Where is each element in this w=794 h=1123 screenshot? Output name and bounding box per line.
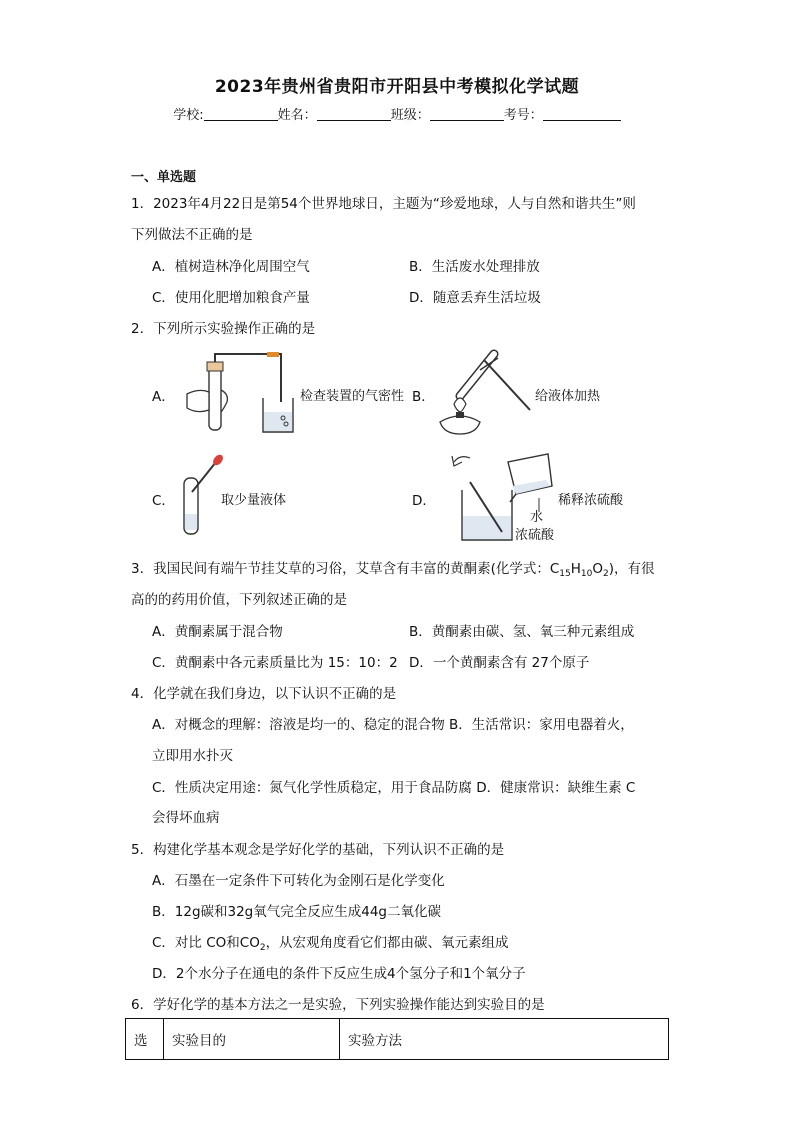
q2-option-c-label: 取少量液体 xyxy=(221,493,287,508)
water-label: 水 xyxy=(530,510,544,525)
student-info-line xyxy=(0,104,794,123)
name-blank[interactable] xyxy=(317,107,391,121)
exam-no-label: 考号： xyxy=(503,108,543,123)
q5-option-c[interactable]: C．对比 CO和$CO_2$，从宏观角度看它们都由碳、氧元素组成 xyxy=(152,935,509,953)
q3-option-d[interactable]: D．一个黄酮素含有 27个原子 xyxy=(409,655,590,671)
table-header-option: 选 xyxy=(126,1019,164,1060)
q3-stem-line1: 3．我国民间有端午节挂艾草的习俗，艾草含有丰富的黄酮素(化学式：$C_{15}H_{10}O_2$)，有很 xyxy=(131,561,655,579)
q3-option-b[interactable]: B．黄酮素由碳、氢、氧三种元素组成 xyxy=(409,624,635,640)
q4-options-line1[interactable]: A．对概念的理解：溶液是均一的、稳定的混合物 B．生活常识：家用电器着火， xyxy=(152,717,634,733)
q2-stem: 2．下列所示实验操作正确的是 xyxy=(131,321,316,337)
q1-option-c[interactable]: C．使用化肥增加粮食产量 xyxy=(152,290,310,306)
q4-options-line4: 会得坏血病 xyxy=(152,810,220,826)
q2-option-a-label: 检查装置的气密性 xyxy=(300,389,405,404)
q3-option-a[interactable]: A．黄酮素属于混合物 xyxy=(152,624,283,640)
q2-option-d-label: 稀释浓硫酸 xyxy=(558,493,624,508)
q4-stem: 4．化学就在我们身边，以下认识不正确的是 xyxy=(131,686,397,702)
q1-stem-line2: 下列做法不正确的是 xyxy=(131,227,253,243)
q5-option-a[interactable]: A．石墨在一定条件下可转化为金刚石是化学变化 xyxy=(152,873,445,889)
q2-option-a[interactable]: A． xyxy=(152,389,175,405)
exam-no-blank[interactable] xyxy=(543,107,621,121)
name-label: 姓名： xyxy=(277,108,317,123)
table-header-method: 实验方法 xyxy=(340,1019,669,1060)
q5-stem: 5．构建化学基本观念是学好化学的基础，下列认识不正确的是 xyxy=(131,842,505,858)
acid-label: 浓硫酸 xyxy=(515,528,555,543)
table-header-purpose: 实验目的 xyxy=(164,1019,340,1060)
q6-table xyxy=(125,1018,669,1060)
airtightness-check-figure xyxy=(185,350,305,440)
liquid-heating-figure xyxy=(432,348,532,440)
page-title: 2023年贵州省贵阳市开阳县中考模拟化学试题 xyxy=(214,77,580,97)
school-blank[interactable] xyxy=(204,107,278,121)
q3-option-c[interactable]: C．黄酮素中各元素质量比为 15：10：2 xyxy=(152,655,398,671)
q2-option-d[interactable]: D． xyxy=(412,493,436,509)
q6-stem: 6．学好化学的基本方法之一是实验，下列实验操作能达到实验目的是 xyxy=(131,997,545,1013)
table-row xyxy=(126,1019,669,1060)
q5-option-d[interactable]: D．2个水分子在通电的条件下反应生成4个氢分子和1个氧分子 xyxy=(152,966,526,982)
q4-options-line2: 立即用水扑灭 xyxy=(152,748,233,764)
q3-stem-line2: 高的的药用价值，下列叙述正确的是 xyxy=(131,592,347,608)
school-label: 学校: xyxy=(173,108,204,123)
class-blank[interactable] xyxy=(430,107,504,121)
q1-stem-line1: 1．2023年4月22日是第54个世界地球日，主题为“珍爱地球，人与自然和谐共生”则 xyxy=(131,196,636,212)
q4-options-line3[interactable]: C．性质决定用途：氮气化学性质稳定，用于食品防腐 D．健康常识：缺维生素 C xyxy=(152,780,636,796)
q2-option-b-label: 给液体加热 xyxy=(535,389,601,404)
q2-option-b[interactable]: B． xyxy=(412,389,435,405)
q1-option-a[interactable]: A．植树造林净化周围空气 xyxy=(152,259,310,275)
class-label: 班级： xyxy=(390,108,430,123)
section-heading: 一、单选题 xyxy=(131,170,197,185)
q5-option-b[interactable]: B．12g碳和32g氧气完全反应生成44g二氧化碳 xyxy=(152,904,442,920)
q1-option-b[interactable]: B．生活废水处理排放 xyxy=(409,259,540,275)
q1-option-d[interactable]: D．随意丢弃生活垃圾 xyxy=(409,290,541,306)
q2-option-c[interactable]: C． xyxy=(152,493,175,509)
